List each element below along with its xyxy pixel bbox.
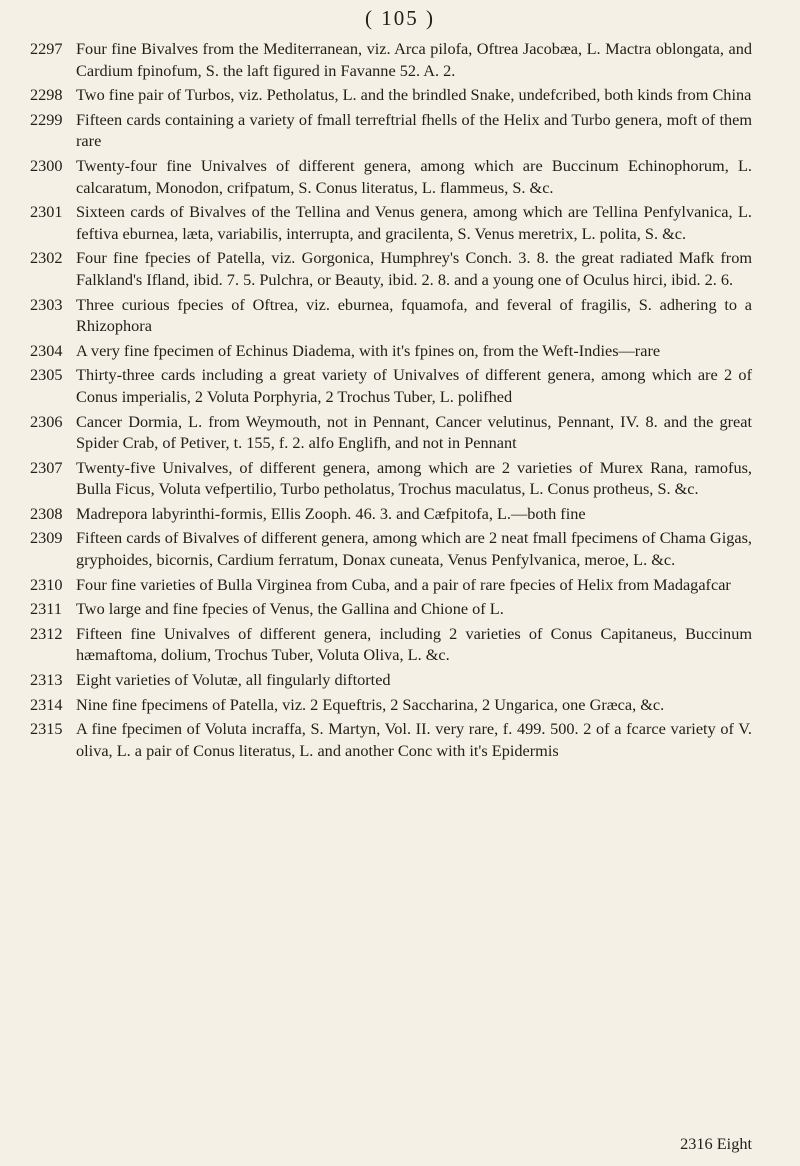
lot-number: 2313 [30, 670, 63, 690]
lot-description: Four fine varieties of Bulla Virginea from Cuba, and a pair of rare fpecies of Helix from Madagafcar [76, 574, 731, 594]
lot-entry [22, 411, 752, 454]
lot-number: 2309 [30, 528, 63, 548]
lot-description: A fine fpecimen of Voluta incraffa, S. Martyn, Vol. II. very rare, f. 499. 500. 2 of a fcarce variety of V. oliva, L. a pair of Conus literatus, L. and another Conc with it's Epidermis [76, 719, 752, 760]
lot-description: Sixteen cards of Bivalves of the Tellina and Venus genera, among which are Tellina Penfylvanica, L. feftiva eburnea, læta, variabilis, interrupta, and gracilenta, S. Venus meretrix, L. polita, S. &c. [76, 202, 752, 243]
lot-entry [22, 84, 752, 106]
lot-number: 2299 [30, 109, 63, 129]
lot-number: 2297 [30, 39, 63, 58]
lot-entry [22, 109, 752, 152]
lot-description: Two fine pair of Turbos, viz. Petholatus, L. and the brindled Snake, undefcribed, both kinds from China [76, 85, 752, 105]
lot-number: 2311 [30, 599, 62, 619]
lot-description: Four fine Bivalves from the Mediterranean, viz. Arca pilofa, Oftrea Jacobæa, L. Mactra oblongata, and Cardium fpinofum, S. the laft figured in Favanne 52. A. 2. [76, 39, 752, 80]
lot-entry [22, 574, 752, 596]
lot-entry [22, 155, 752, 198]
lot-description: Fifteen fine Univalves of different genera, including 2 varieties of Conus Capitaneus, Buccinum hæmaftoma, dolium, Trochus Tuber, Voluta Oliva, L. &c. [76, 623, 752, 665]
lot-entry [22, 457, 752, 500]
lot-number: 2308 [30, 503, 63, 523]
page-number: ( 105 ) [365, 6, 435, 30]
lot-number: 2314 [30, 694, 63, 714]
lot-description: Four fine fpecies of Patella, viz. Gorgonica, Humphrey's Conch. 3. 8. the great radiated Mafk from Falkland's Ifland, ibid. 7. 5. Pulchra, or Beauty, ibid. 2. 8. and a young one of Oculus hirci, ibid. 2. 6. [76, 248, 752, 289]
lot-entry [22, 247, 752, 290]
lot-entry [22, 364, 752, 407]
lot-description: Fifteen cards of Bivalves of different genera, among which are 2 neat fmall fpecimens of Chama Gigas, gryphoides, bicornis, Cardium ferratum, Donax cuneata, Venus Penfylvanica, meroe, L. &c. [76, 528, 752, 570]
lot-list [22, 38, 752, 764]
lot-description: Three curious fpecies of Oftrea, viz. eburnea, fquamofa, and feveral of fragilis, S. adhering to a Rhizophora [76, 294, 752, 336]
catchword: 2316 Eight [680, 1134, 752, 1153]
lot-entry [22, 718, 752, 761]
lot-entry [22, 503, 752, 525]
lot-description: Madrepora labyrinthi-formis, Ellis Zooph. 46. 3. and Cæfpitofa, L.—both fine [76, 503, 586, 523]
lot-number: 2300 [30, 155, 63, 175]
lot-entry [22, 694, 752, 716]
lot-number: 2305 [30, 365, 63, 385]
lot-entry [22, 294, 752, 337]
lot-description: Eight varieties of Volutæ, all fingularly diftorted [76, 670, 391, 690]
lot-description: Nine fine fpecimens of Patella, viz. 2 Equeftris, 2 Saccharina, 2 Ungarica, one Græca, &c. [76, 694, 665, 714]
lot-description: Thirty-three cards including a great variety of Univalves of different genera, among which are 2 of Conus imperialis, 2 Voluta Porphyria, 2 Trochus Tuber, L. polifhed [76, 365, 752, 406]
lot-number: 2304 [30, 340, 63, 360]
lot-description: A very fine fpecimen of Echinus Diadema, with it's fpines on, from the Weft-Indies—rare [76, 340, 661, 360]
lot-description: Fifteen cards containing a variety of fmall terreftrial fhells of the Helix and Turbo genera, moft of them rare [76, 109, 752, 151]
lot-number: 2298 [30, 85, 63, 105]
lot-number: 2306 [30, 411, 63, 431]
lot-entry [22, 201, 752, 244]
lot-number: 2307 [30, 457, 63, 477]
lot-entry [22, 669, 752, 691]
lot-entry [22, 623, 752, 666]
lot-description: Twenty-five Univalves, of different genera, among which are 2 varieties of Murex Rana, ramofus, Bulla Ficus, Voluta vefpertilio, Turbo petholatus, Trochus maculatus, L. Conus protheus, S. &c. [76, 457, 752, 499]
lot-number: 2301 [30, 202, 63, 222]
lot-entry [22, 340, 752, 362]
lot-number: 2303 [30, 294, 63, 314]
lot-entry [22, 38, 752, 81]
lot-entry [22, 527, 752, 570]
lot-number: 2310 [30, 574, 63, 594]
lot-number: 2315 [30, 719, 63, 739]
lot-description: Two large and fine fpecies of Venus, the Gallina and Chione of L. [76, 599, 504, 619]
lot-number: 2302 [30, 248, 63, 268]
lot-description: Cancer Dormia, L. from Weymouth, not in Pennant, Cancer velutinus, Pennant, IV. 8. and the great Spider Crab, of Petiver, t. 155, f. 2. alfo Englifh, and not in Pennant [76, 411, 752, 453]
lot-number: 2312 [30, 623, 63, 643]
lot-entry [22, 598, 752, 620]
lot-description: Twenty-four fine Univalves of different genera, among which are Buccinum Echinophorum, L. calcaratum, Monodon, crifpatum, S. Conus literatus, L. flammeus, S. &c. [76, 155, 752, 197]
